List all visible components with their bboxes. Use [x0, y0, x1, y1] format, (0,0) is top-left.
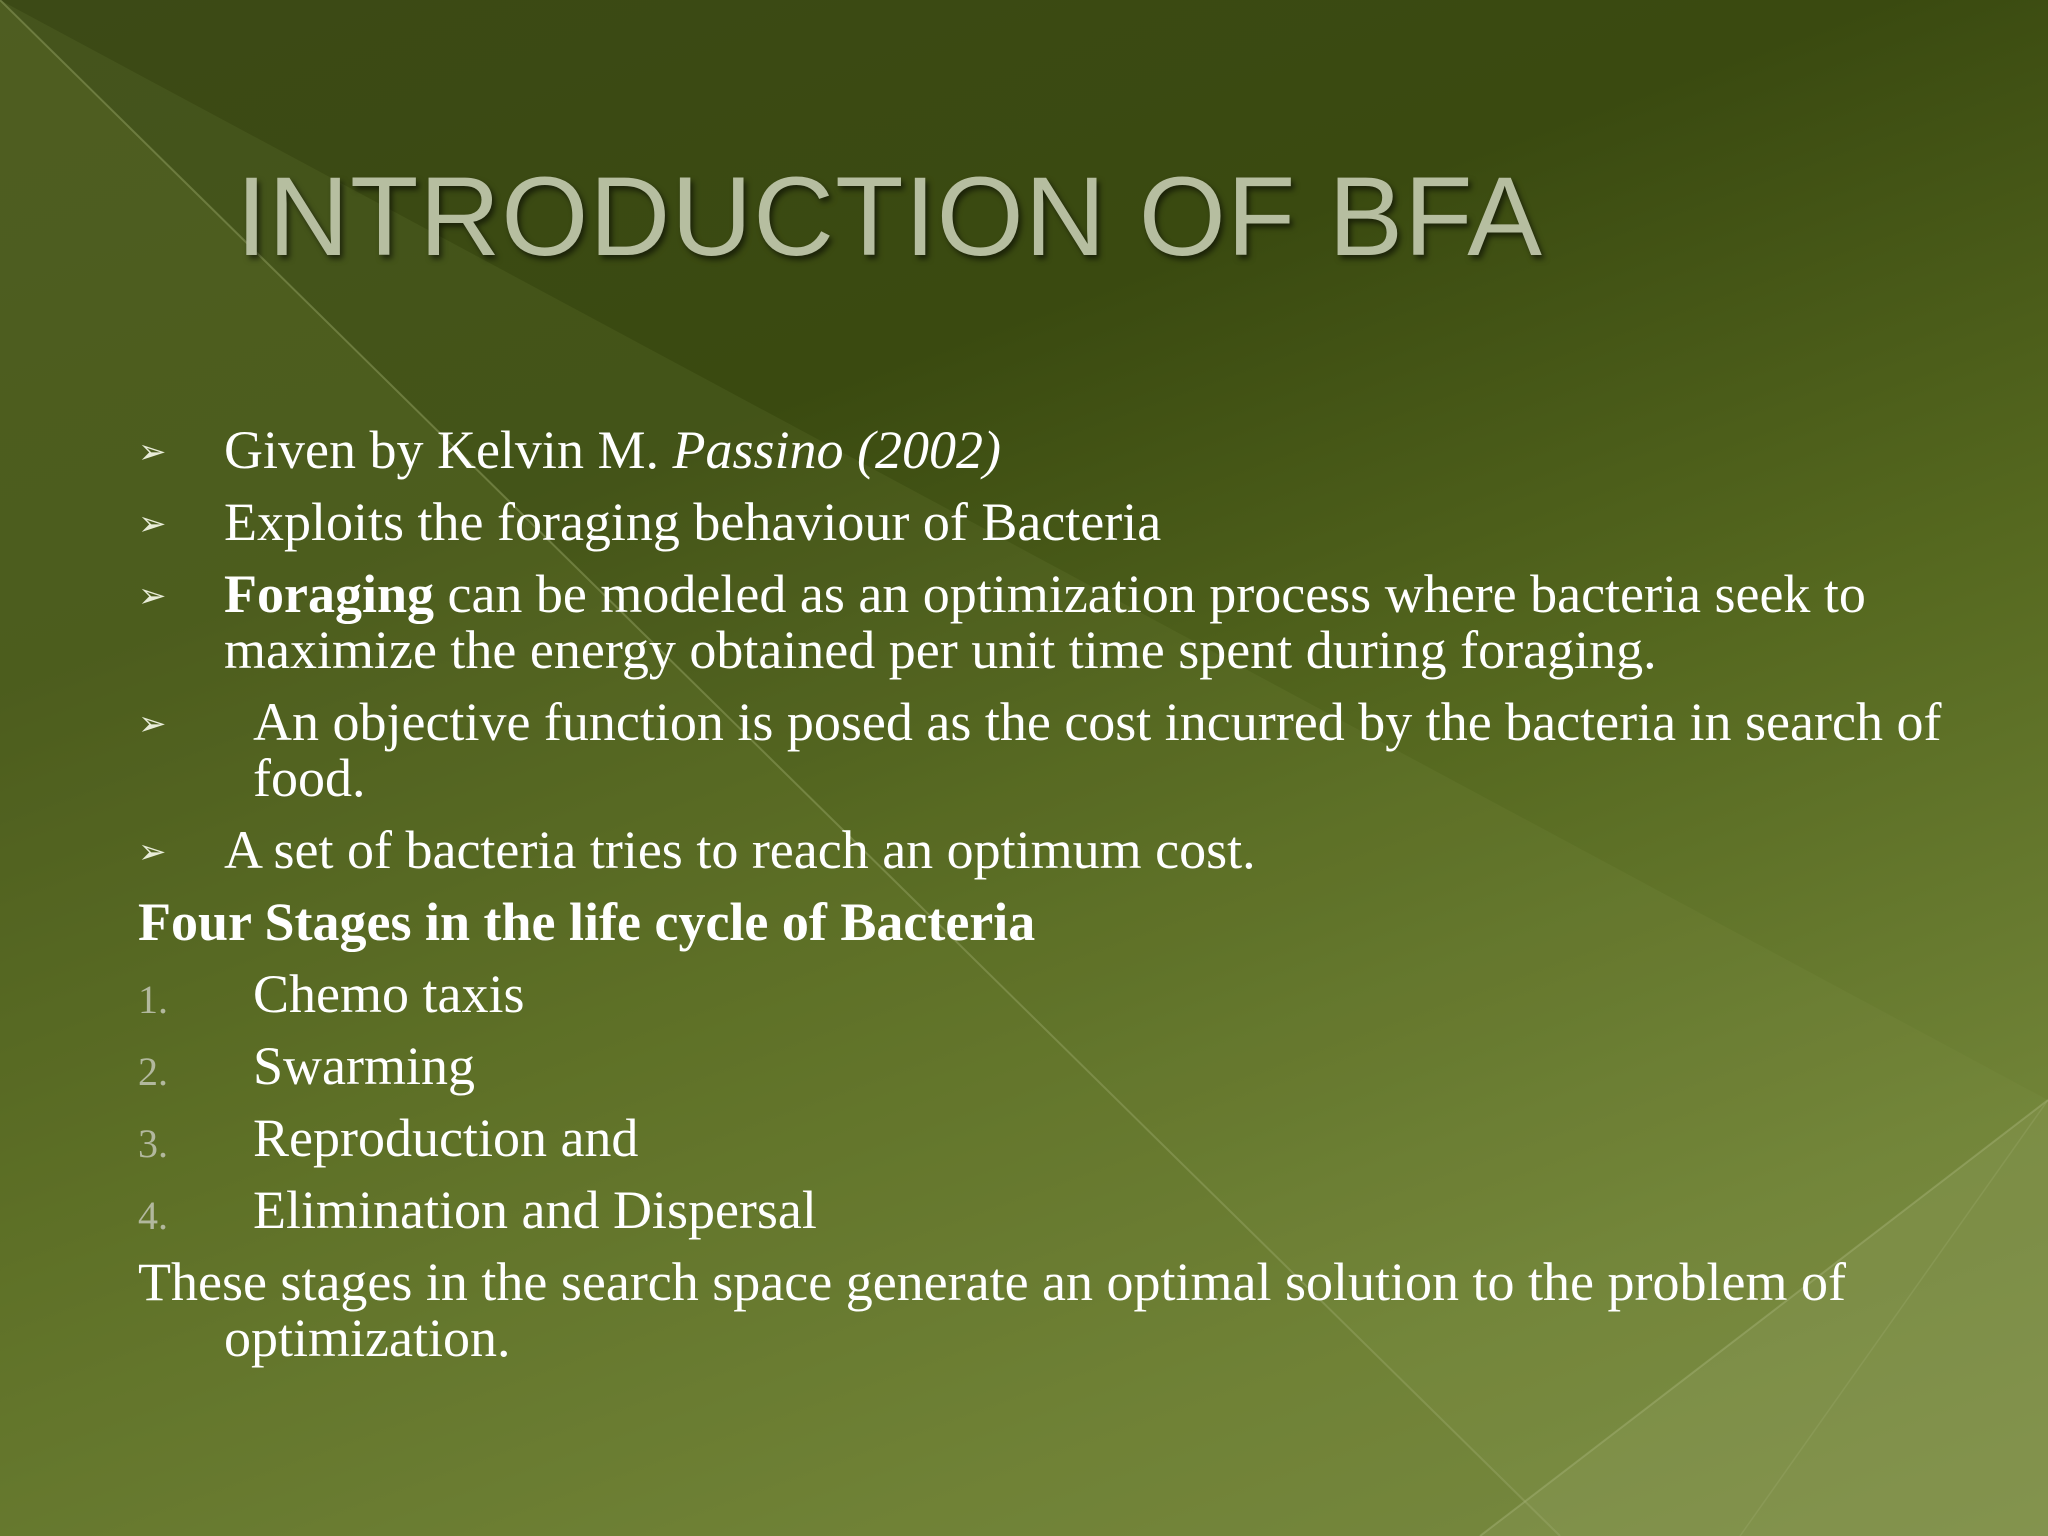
stage-number: 1. — [138, 977, 168, 1022]
bullet-item — [138, 822, 1958, 878]
stage-item — [138, 1182, 1958, 1238]
bullet-item — [138, 566, 1958, 678]
bullet-bold-term: Foraging — [224, 564, 434, 624]
slide-body — [138, 422, 1958, 1366]
arrowhead-bullet-icon: ➢ — [138, 704, 167, 744]
arrowhead-bullet-icon: ➢ — [138, 432, 167, 472]
arrowhead-bullet-icon: ➢ — [138, 576, 167, 616]
stage-number: 3. — [138, 1121, 168, 1166]
arrowhead-bullet-icon: ➢ — [138, 504, 167, 544]
bullet-item — [138, 422, 1958, 478]
stage-text: Chemo taxis — [253, 964, 525, 1024]
bullet-text-italic: Passino (2002) — [672, 420, 1001, 480]
bullet-text: An objective function is posed as the cost incurred by the bacteria in search of food. — [253, 692, 1942, 808]
bullet-text: can be modeled as an optimization process where bacteria seek to maximize the energy obtained per unit time spent during foraging. — [224, 564, 1866, 680]
bullet-item — [138, 494, 1958, 550]
bullet-text: Exploits the foraging behaviour of Bacteria — [224, 492, 1162, 552]
stage-text: Elimination and Dispersal — [253, 1180, 817, 1240]
stages-heading: Four Stages in the life cycle of Bacteria — [138, 892, 1036, 952]
bullet-item — [138, 694, 1958, 806]
stage-number: 2. — [138, 1049, 168, 1094]
stage-text: Swarming — [253, 1036, 475, 1096]
closing-paragraph: These stages in the search space generate an optimal solution to the problem of optimization. — [138, 1252, 1846, 1368]
stage-item — [138, 966, 1958, 1022]
stage-item — [138, 1110, 1958, 1166]
bullet-text: Given by Kelvin M. — [224, 420, 673, 480]
slide-title: INTRODUCTION OF BFA — [236, 154, 1543, 279]
stage-text: Reproduction and — [253, 1108, 639, 1168]
arrowhead-bullet-icon: ➢ — [138, 832, 167, 872]
stage-number: 4. — [138, 1193, 168, 1238]
bullet-text: A set of bacteria tries to reach an optimum cost. — [224, 820, 1256, 880]
stage-item — [138, 1038, 1958, 1094]
